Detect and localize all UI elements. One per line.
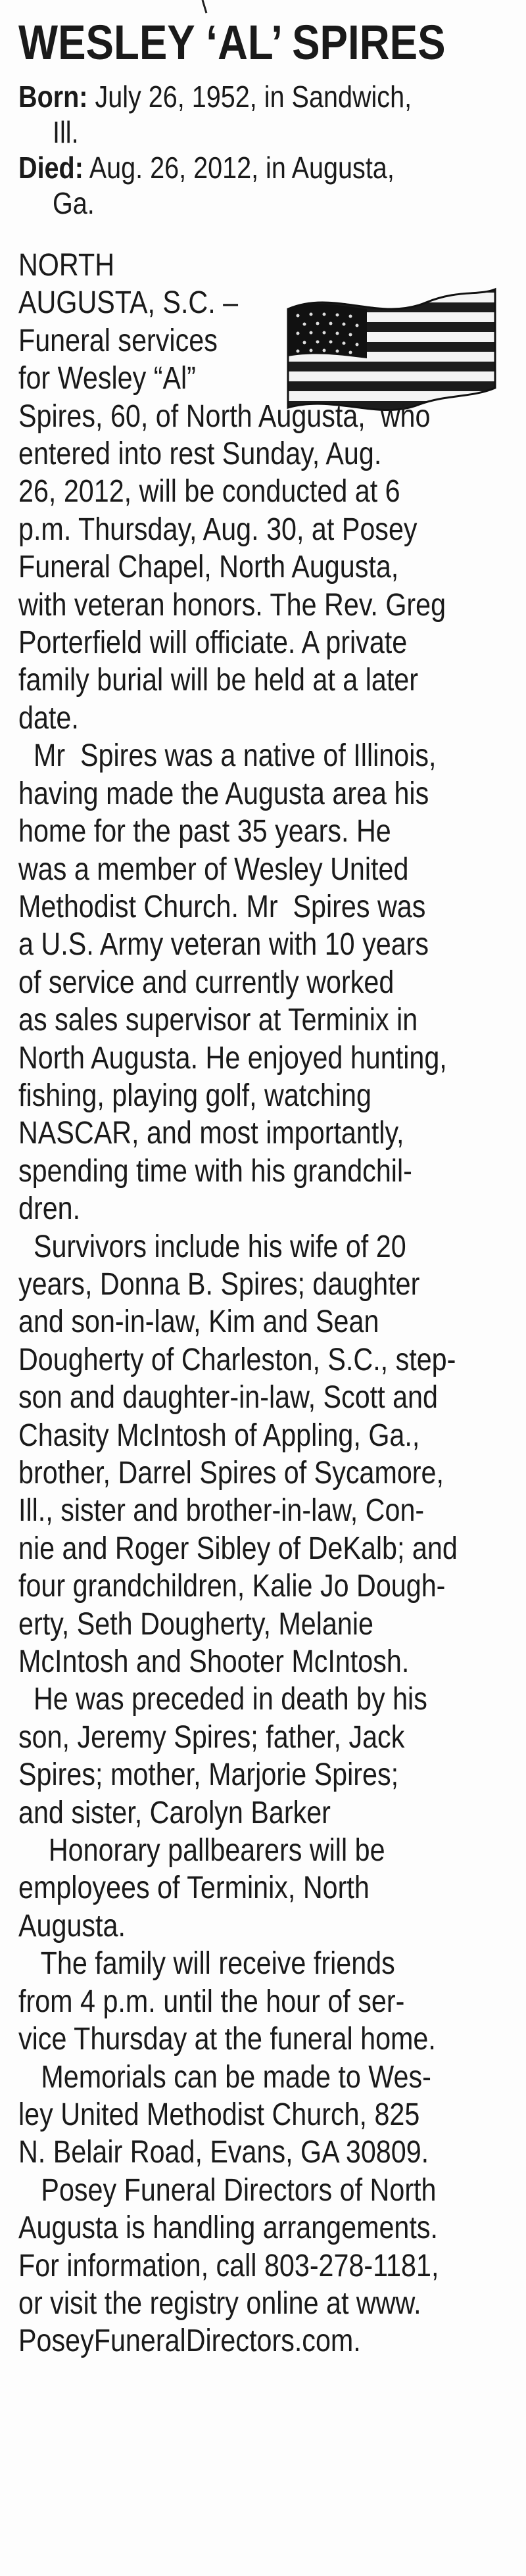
born-label: Born: bbox=[18, 80, 88, 114]
body-text-line: North Augusta. He enjoyed hunting, bbox=[18, 1040, 447, 1076]
born-line-continued: Ill. bbox=[53, 115, 79, 149]
body-text-line: dren. bbox=[18, 1191, 81, 1227]
body-text-line: 26, 2012, will be conducted at 6 bbox=[18, 474, 400, 510]
body-text-line: Dougherty of Charleston, S.C., step- bbox=[18, 1342, 456, 1377]
body-text-line: Posey Funeral Directors of North bbox=[18, 2172, 437, 2208]
body-text-line: NORTH bbox=[18, 248, 115, 283]
born-line bbox=[18, 79, 412, 114]
body-text-line: N. Belair Road, Evans, GA 30809. bbox=[18, 2135, 429, 2170]
body-text-line: for Wesley “Al” bbox=[18, 361, 196, 396]
body-text-line: brother, Darrel Spires of Sycamore, bbox=[18, 1456, 444, 1491]
body-text-line: son, Jeremy Spires; father, Jack bbox=[18, 1719, 405, 1755]
body-text-line: date. bbox=[18, 700, 79, 736]
body-text-line: ley United Methodist Church, 825 bbox=[18, 2097, 420, 2132]
body-text-line: Chasity McIntosh of Appling, Ga., bbox=[18, 1418, 420, 1453]
body-text-line: Augusta is handling arrangements. bbox=[18, 2210, 438, 2246]
body-text-line: from 4 p.m. until the hour of ser- bbox=[18, 1984, 405, 2019]
body-text-line: employees of Terminix, North bbox=[18, 1871, 370, 1906]
body-text-line: son and daughter-in-law, Scott and bbox=[18, 1380, 438, 1416]
died-date-place: Aug. 26, 2012, in Augusta, bbox=[83, 151, 394, 185]
body-text-line: Honorary pallbearers will be bbox=[18, 1833, 385, 1869]
body-text-line: McIntosh and Shooter McIntosh. bbox=[18, 1644, 410, 1680]
body-text-line: home for the past 35 years. He bbox=[18, 814, 391, 849]
pen-mark bbox=[197, 0, 217, 14]
obituary-name-headline: WESLEY ‘AL’ SPIRES bbox=[18, 15, 446, 70]
body-text-line: years, Donna B. Spires; daughter bbox=[18, 1266, 420, 1302]
body-text-line: Funeral Chapel, North Augusta, bbox=[18, 550, 399, 585]
body-text-line: family burial will be held at a later bbox=[18, 663, 419, 698]
body-text-line: a U.S. Army veteran with 10 years bbox=[18, 927, 429, 963]
body-text-line: with veteran honors. The Rev. Greg bbox=[18, 587, 446, 623]
body-text-line: Memorials can be made to Wes- bbox=[18, 2059, 431, 2095]
body-text-line: entered into rest Sunday, Aug. bbox=[18, 437, 382, 472]
body-text-line: fishing, playing golf, watching bbox=[18, 1078, 371, 1113]
body-text-line: Survivors include his wife of 20 bbox=[18, 1229, 406, 1264]
body-text-line: and son-in-law, Kim and Sean bbox=[18, 1304, 379, 1340]
body-text-line: Spires; mother, Marjorie Spires; bbox=[18, 1757, 399, 1793]
body-text-line: vice Thursday at the funeral home. bbox=[18, 2022, 436, 2057]
body-text-line: Funeral services bbox=[18, 323, 218, 358]
body-text-line: having made the Augusta area his bbox=[18, 776, 429, 811]
body-text-line: NASCAR, and most importantly, bbox=[18, 1116, 404, 1151]
body-text-line: erty, Seth Dougherty, Melanie bbox=[18, 1606, 373, 1642]
body-text-line: or visit the registry online at www. bbox=[18, 2285, 421, 2321]
body-text-line: Spires, 60, of North Augusta, who bbox=[18, 398, 431, 434]
body-text-line: Methodist Church. Mr Spires was bbox=[18, 889, 426, 924]
died-label: Died: bbox=[18, 151, 84, 185]
body-text-line: The family will receive friends bbox=[18, 1946, 395, 1982]
body-text-line: He was preceded in death by his bbox=[18, 1682, 427, 1717]
body-text-line: Augusta. bbox=[18, 1908, 126, 1944]
died-line-continued: Ga. bbox=[53, 186, 95, 220]
born-date-place: July 26, 1952, in Sandwich, bbox=[87, 80, 412, 114]
body-text-line: For information, call 803-278-1181, bbox=[18, 2248, 439, 2283]
body-text-line: spending time with his grandchil- bbox=[18, 1153, 412, 1189]
body-text-line: Mr Spires was a native of Illinois, bbox=[18, 738, 437, 774]
body-text-line: and sister, Carolyn Barker bbox=[18, 1795, 331, 1830]
body-text-line: as sales supervisor at Terminix in bbox=[18, 1003, 418, 1038]
obituary-body bbox=[18, 247, 518, 2360]
body-text-line: Porterfield will officiate. A private bbox=[18, 625, 408, 661]
body-text-line: nie and Roger Sibley of DeKalb; and bbox=[18, 1531, 458, 1566]
body-text-line: AUGUSTA, S.C. – bbox=[18, 285, 239, 321]
died-line bbox=[18, 150, 394, 185]
body-text-line: p.m. Thursday, Aug. 30, at Posey bbox=[18, 512, 418, 547]
body-text-line: of service and currently worked bbox=[18, 965, 394, 1000]
body-text-line: PoseyFuneralDirectors.com. bbox=[18, 2324, 361, 2359]
body-text-line: four grandchildren, Kalie Jo Dough- bbox=[18, 1569, 446, 1604]
body-text-line: Ill., sister and brother-in-law, Con- bbox=[18, 1493, 425, 1529]
body-text-line: was a member of Wesley United bbox=[18, 851, 409, 887]
